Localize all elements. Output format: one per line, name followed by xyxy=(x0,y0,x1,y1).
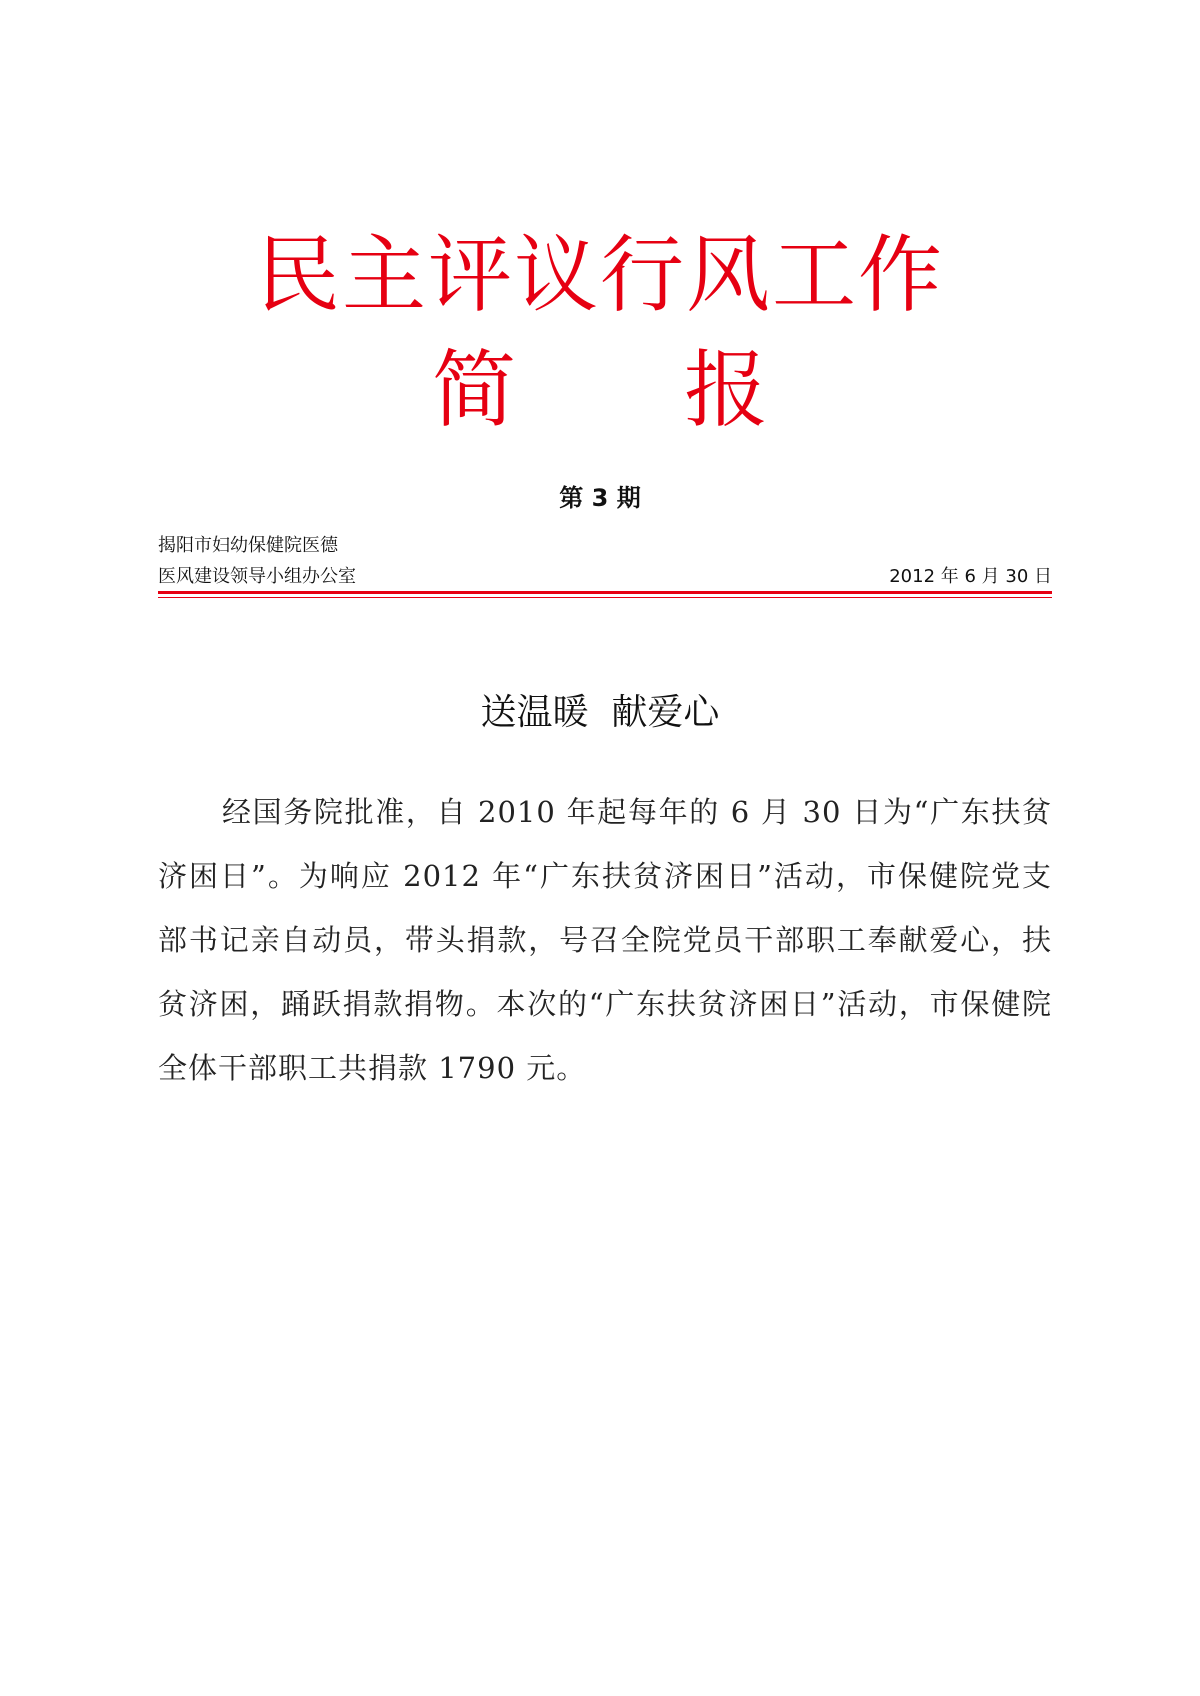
issue-number: 第 3 期 xyxy=(559,484,641,512)
issuer-block xyxy=(158,530,356,592)
issue-date: 2012 年 6 月 30 日 xyxy=(889,566,1052,587)
masthead-subtitle: 简 报 xyxy=(431,341,768,439)
article-body: 经国务院批准，自 2010 年起每年的 6 月 30 日为“广东扶贫济困日”。为响应 2012 年“广东扶贫济困日”活动，市保健院党支部书记亲自动员，带头捐款，号召全院党员干部职工奉献爱心，扶贫济困，踊跃捐款捐物。本次的“广东扶贫济困日”活动，市保健院全体干部职工共捐款 1790 元。 xyxy=(158,795,1052,1085)
header-divider-thick xyxy=(158,591,1052,594)
header-divider-thin xyxy=(158,597,1052,598)
issuer-line-1: 揭阳市妇幼保健院医德 xyxy=(158,535,338,556)
issuer-line-2: 医风建设领导小组办公室 xyxy=(158,566,356,587)
article-title: 送温暖 献爱心 xyxy=(480,692,720,733)
masthead-title: 民主评议行风工作 xyxy=(255,226,944,324)
